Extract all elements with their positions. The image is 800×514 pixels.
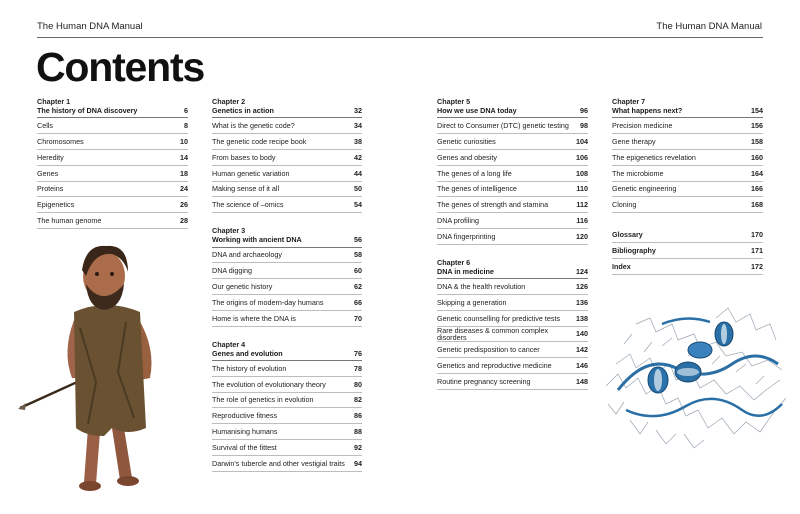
entry-label: The genes of a long life bbox=[437, 168, 512, 178]
toc-entry[interactable] bbox=[437, 213, 588, 229]
chapter-page: 124 bbox=[576, 266, 588, 276]
entry-page: 28 bbox=[180, 215, 188, 225]
entry-page: 58 bbox=[354, 250, 362, 260]
entry-page: 70 bbox=[354, 313, 362, 323]
chapter-number: Chapter 5 bbox=[437, 97, 471, 106]
entry-page: 112 bbox=[576, 200, 588, 210]
entry-label: Genetic curiosities bbox=[437, 137, 496, 146]
toc-entry[interactable] bbox=[212, 424, 362, 440]
entry-label: Chromosomes bbox=[37, 137, 84, 146]
chapter-4 bbox=[212, 341, 362, 472]
toc-entry[interactable] bbox=[37, 197, 188, 213]
toc-entry[interactable] bbox=[437, 134, 588, 150]
toc-entry[interactable] bbox=[437, 295, 588, 311]
backmatter-list bbox=[612, 227, 763, 274]
entry-label: Genetics and reproductive medicine bbox=[437, 360, 552, 370]
entry-label: Gene therapy bbox=[612, 137, 656, 146]
entry-label: The role of genetics in evolution bbox=[212, 395, 314, 405]
entry-page: 54 bbox=[354, 200, 362, 210]
toc-entry-bibliography[interactable] bbox=[612, 243, 763, 259]
entry-label: Humanising humans bbox=[212, 426, 278, 436]
entry-label: Reproductive fitness bbox=[212, 411, 278, 421]
chapter-2 bbox=[212, 98, 362, 213]
entry-label: Genetic engineering bbox=[612, 184, 677, 194]
chapter-title: Genes and evolution bbox=[212, 348, 283, 358]
entry-label: Proteins bbox=[37, 184, 64, 194]
entry-label: The evolution of evolutionary theory bbox=[212, 379, 326, 389]
chapter-heading[interactable] bbox=[612, 98, 763, 118]
chapter-title: DNA in medicine bbox=[437, 266, 494, 276]
protein-ribbon-structure-icon bbox=[596, 294, 792, 456]
toc-entry[interactable] bbox=[212, 150, 362, 166]
toc-entry[interactable] bbox=[37, 134, 188, 150]
entry-page: 98 bbox=[580, 121, 588, 131]
entry-label: The human genome bbox=[37, 215, 102, 225]
entry-label: What is the genetic code? bbox=[212, 121, 295, 131]
toc-entry[interactable] bbox=[437, 150, 588, 166]
toc-entry[interactable] bbox=[212, 197, 362, 213]
entry-label: Skipping a generation bbox=[437, 297, 507, 307]
chapter-title: How we use DNA today bbox=[437, 106, 517, 116]
entry-page: 62 bbox=[354, 281, 362, 291]
entry-page: 160 bbox=[751, 152, 763, 162]
toc-entry[interactable] bbox=[437, 166, 588, 182]
entry-page: 142 bbox=[576, 345, 588, 355]
chapter-page: 154 bbox=[751, 106, 763, 116]
toc-entry[interactable] bbox=[212, 311, 362, 327]
entry-label: Making sense of it all bbox=[212, 184, 280, 194]
entry-page: 158 bbox=[751, 137, 763, 146]
entry-label: The genes of intelligence bbox=[437, 184, 517, 194]
toc-entry[interactable] bbox=[437, 118, 588, 134]
entry-page: 126 bbox=[576, 281, 588, 291]
chapter-6 bbox=[437, 259, 588, 390]
toc-entry[interactable] bbox=[437, 182, 588, 198]
entry-page: 138 bbox=[576, 313, 588, 323]
entry-page: 166 bbox=[751, 184, 763, 194]
entry-page: 24 bbox=[180, 184, 188, 194]
entry-page: 44 bbox=[354, 168, 362, 178]
entry-page: 78 bbox=[354, 363, 362, 373]
entry-label: Rare diseases & common complex disorders bbox=[437, 325, 549, 342]
toc-entry[interactable] bbox=[212, 248, 362, 264]
entry-label: Cloning bbox=[612, 200, 637, 210]
entry-page: 170 bbox=[751, 229, 763, 239]
entry-label: The science of –omics bbox=[212, 200, 284, 210]
entry-page: 104 bbox=[576, 137, 588, 146]
chapter-heading[interactable] bbox=[437, 259, 588, 279]
toc-entry[interactable] bbox=[212, 456, 362, 472]
toc-entry[interactable] bbox=[212, 440, 362, 456]
entry-page: 110 bbox=[576, 184, 588, 194]
toc-entry[interactable] bbox=[212, 408, 362, 424]
toc-column-1 bbox=[37, 98, 188, 243]
entry-label: Home is where the DNA is bbox=[212, 313, 296, 323]
entry-page: 168 bbox=[751, 200, 763, 210]
chapter-page: 6 bbox=[184, 106, 188, 116]
entry-label: DNA fingerprinting bbox=[437, 231, 496, 241]
entry-page: 86 bbox=[354, 411, 362, 421]
toc-column-3 bbox=[437, 98, 588, 404]
toc-entry[interactable] bbox=[437, 279, 588, 295]
toc-column-2 bbox=[212, 98, 362, 486]
chapter-number: Chapter 4 bbox=[212, 339, 246, 349]
toc-entry[interactable] bbox=[612, 182, 763, 198]
chapter-3 bbox=[212, 227, 362, 326]
toc-entry[interactable] bbox=[212, 377, 362, 393]
chapter-page: 56 bbox=[354, 235, 362, 245]
toc-entry[interactable] bbox=[37, 150, 188, 166]
toc-entry[interactable] bbox=[437, 197, 588, 213]
entry-page: 108 bbox=[576, 168, 588, 178]
entry-page: 14 bbox=[180, 152, 188, 162]
entry-page: 148 bbox=[576, 376, 588, 386]
toc-entry-glossary[interactable] bbox=[612, 227, 763, 243]
chapter-heading[interactable] bbox=[212, 341, 362, 361]
toc-column-4 bbox=[612, 98, 763, 275]
entry-label: Precision medicine bbox=[612, 121, 673, 131]
entry-label: DNA and archaeology bbox=[212, 250, 282, 260]
entry-page: 94 bbox=[354, 458, 362, 468]
toc-entry[interactable] bbox=[212, 182, 362, 198]
entry-label: The genes of strength and stamina bbox=[437, 200, 549, 210]
toc-entry[interactable] bbox=[212, 393, 362, 409]
entry-page: 92 bbox=[354, 442, 362, 452]
entry-label: Routine pregnancy screening bbox=[437, 376, 531, 386]
entry-page: 34 bbox=[354, 121, 362, 131]
toc-entry[interactable] bbox=[212, 118, 362, 134]
chapter-heading[interactable] bbox=[37, 98, 188, 118]
toc-entry[interactable] bbox=[437, 358, 588, 374]
running-head-right: The Human DNA Manual bbox=[656, 21, 762, 32]
toc-entry[interactable] bbox=[37, 118, 188, 134]
running-head-left: The Human DNA Manual bbox=[37, 21, 143, 32]
neanderthal-reconstruction-icon bbox=[16, 232, 176, 496]
toc-entry[interactable] bbox=[612, 118, 763, 134]
chapter-page: 32 bbox=[354, 106, 362, 116]
entry-page: 60 bbox=[354, 266, 362, 276]
entry-label: Cells bbox=[37, 121, 53, 131]
entry-label: The history of evolution bbox=[212, 363, 287, 373]
chapter-number: Chapter 1 bbox=[37, 97, 71, 106]
chapter-page: 96 bbox=[580, 106, 588, 116]
toc-entry[interactable] bbox=[612, 197, 763, 213]
toc-entry[interactable] bbox=[37, 166, 188, 182]
toc-entry-index[interactable] bbox=[612, 259, 763, 275]
entry-page: 8 bbox=[184, 121, 188, 131]
entry-label: DNA profiling bbox=[437, 215, 479, 225]
entry-label: The microbiome bbox=[612, 168, 664, 178]
entry-page: 66 bbox=[354, 297, 362, 307]
chapter-title: What happens next? bbox=[612, 106, 683, 116]
chapter-number: Chapter 7 bbox=[612, 97, 646, 106]
entry-page: 18 bbox=[180, 168, 188, 178]
toc-entry[interactable] bbox=[612, 150, 763, 166]
entry-label: Genes bbox=[37, 168, 59, 178]
entry-page: 171 bbox=[751, 245, 763, 255]
toc-entry[interactable] bbox=[212, 134, 362, 150]
entry-label: Genetic counselling for predictive tests bbox=[437, 313, 561, 323]
chapter-number: Chapter 3 bbox=[212, 226, 246, 236]
toc-entry[interactable] bbox=[437, 374, 588, 390]
entry-label: Epigenetics bbox=[37, 200, 75, 210]
entry-label: Genes and obesity bbox=[437, 152, 497, 162]
entry-page: 38 bbox=[354, 137, 362, 146]
header-rule bbox=[37, 37, 763, 38]
toc-entry[interactable] bbox=[37, 213, 188, 229]
chapter-heading[interactable] bbox=[212, 227, 362, 247]
chapter-page: 76 bbox=[354, 348, 362, 358]
toc-entry[interactable] bbox=[212, 166, 362, 182]
entry-label: Direct to Consumer (DTC) genetic testing bbox=[437, 121, 569, 131]
toc-entry[interactable] bbox=[437, 229, 588, 245]
entry-page: 50 bbox=[354, 184, 362, 194]
entry-label: Genetic predisposition to cancer bbox=[437, 345, 540, 355]
toc-entry[interactable] bbox=[612, 134, 763, 150]
entry-label: Glossary bbox=[612, 229, 643, 239]
entry-page: 106 bbox=[576, 152, 588, 162]
entry-label: Human genetic variation bbox=[212, 168, 290, 178]
entry-label: Heredity bbox=[37, 152, 64, 162]
entry-page: 42 bbox=[354, 152, 362, 162]
entry-label: The origins of modern-day humans bbox=[212, 297, 324, 307]
entry-page: 136 bbox=[576, 297, 588, 307]
chapter-heading[interactable] bbox=[437, 98, 588, 118]
entry-page: 116 bbox=[576, 215, 588, 225]
entry-label: DNA & the health revolution bbox=[437, 281, 526, 291]
toc-entry[interactable] bbox=[212, 279, 362, 295]
toc-entry[interactable] bbox=[212, 295, 362, 311]
entry-label: Index bbox=[612, 261, 631, 271]
entry-label: From bases to body bbox=[212, 152, 276, 162]
entry-page: 10 bbox=[180, 137, 188, 146]
entry-label: Bibliography bbox=[612, 245, 656, 255]
chapter-7 bbox=[612, 98, 763, 213]
entry-label: Darwin's tubercle and other vestigial traits bbox=[212, 458, 345, 468]
toc-entry[interactable] bbox=[212, 263, 362, 279]
entry-page: 164 bbox=[751, 168, 763, 178]
chapter-heading[interactable] bbox=[212, 98, 362, 118]
entry-page: 26 bbox=[180, 200, 188, 210]
page-title: Contents bbox=[36, 44, 205, 90]
entry-page: 156 bbox=[751, 121, 763, 131]
toc-entry[interactable] bbox=[437, 342, 588, 358]
entry-page: 88 bbox=[354, 426, 362, 436]
chapter-title: Genetics in action bbox=[212, 106, 274, 116]
toc-entry[interactable] bbox=[212, 361, 362, 377]
entry-label: Survival of the fittest bbox=[212, 442, 277, 452]
chapter-5 bbox=[437, 98, 588, 245]
entry-page: 146 bbox=[576, 360, 588, 370]
chapter-title: Working with ancient DNA bbox=[212, 235, 302, 245]
toc-entry[interactable] bbox=[437, 311, 588, 327]
chapter-number: Chapter 2 bbox=[212, 97, 246, 106]
toc-entry[interactable] bbox=[437, 327, 588, 343]
entry-page: 80 bbox=[354, 379, 362, 389]
entry-label: DNA digging bbox=[212, 266, 252, 276]
toc-entry[interactable] bbox=[37, 182, 188, 198]
entry-page: 82 bbox=[354, 395, 362, 405]
chapter-number: Chapter 6 bbox=[437, 257, 471, 267]
chapter-1 bbox=[37, 98, 188, 229]
entry-page: 172 bbox=[751, 261, 763, 271]
entry-label: Our genetic history bbox=[212, 281, 273, 291]
entry-page: 120 bbox=[576, 231, 588, 241]
toc-entry[interactable] bbox=[612, 166, 763, 182]
entry-label: The genetic code recipe book bbox=[212, 137, 307, 146]
chapter-title: The history of DNA discovery bbox=[37, 106, 138, 116]
entry-label: The epigenetics revelation bbox=[612, 152, 696, 162]
entry-page: 140 bbox=[576, 329, 588, 339]
